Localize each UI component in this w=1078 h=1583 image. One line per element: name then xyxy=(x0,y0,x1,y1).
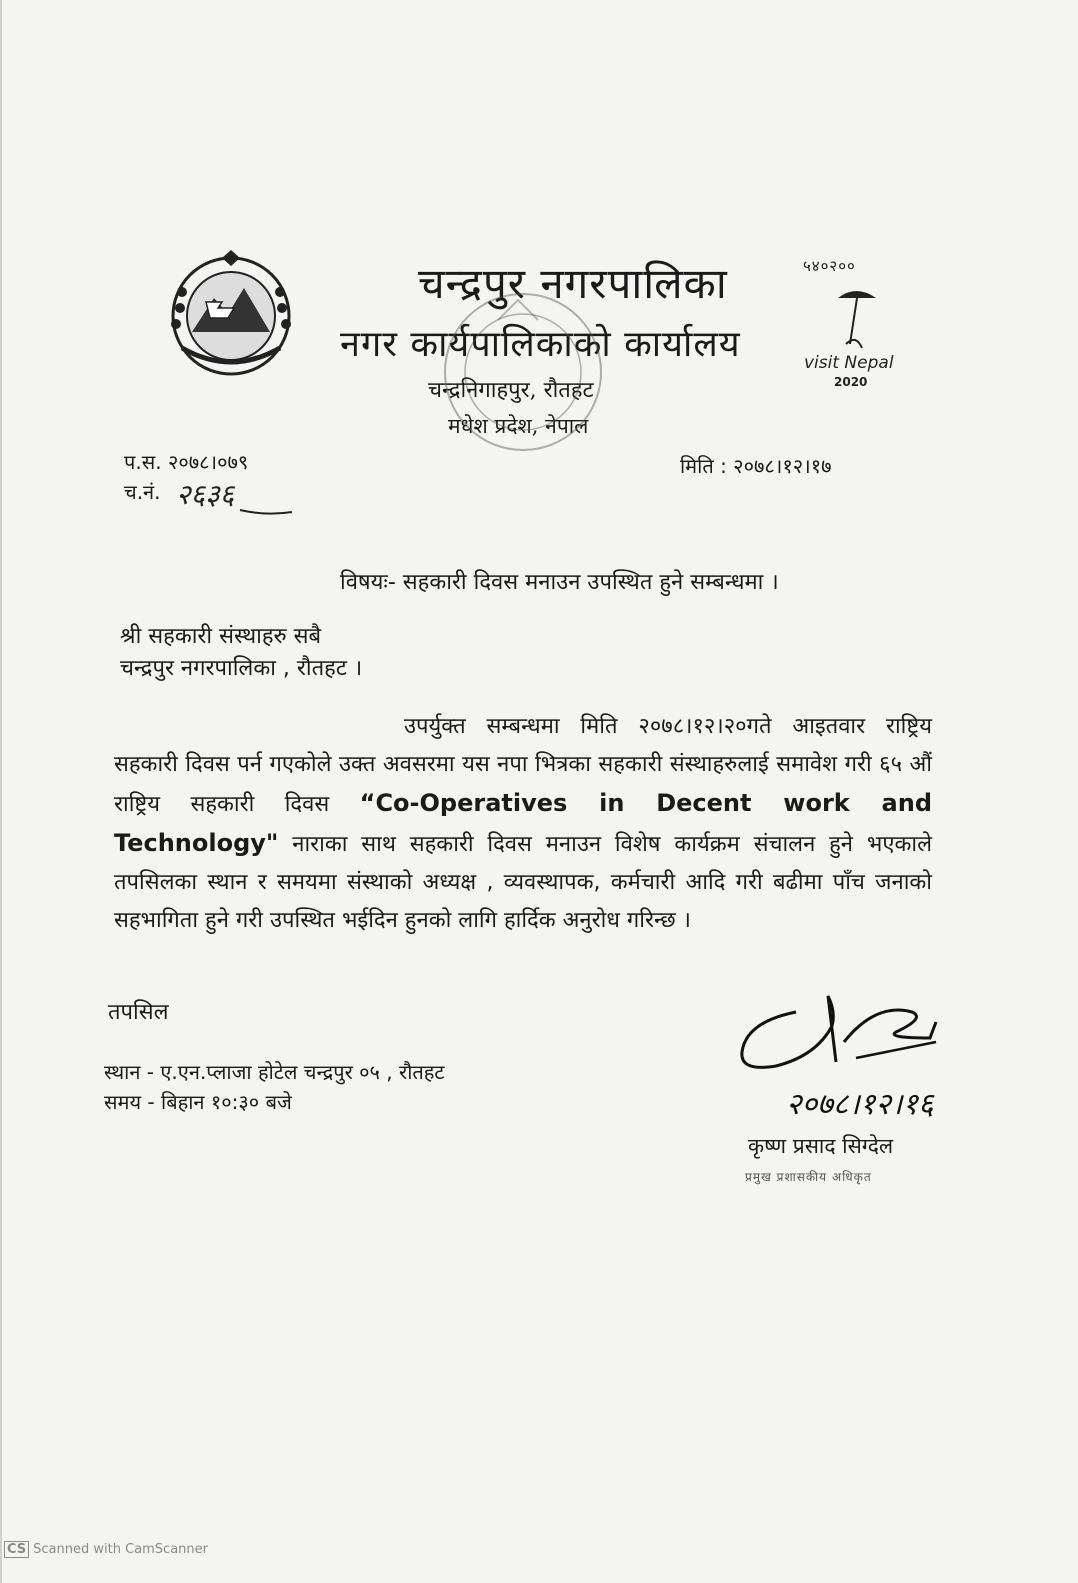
letter-date: मिति : २०७८।१२।१७ xyxy=(680,454,832,478)
nepal-emblem-icon xyxy=(162,248,300,380)
visit-nepal-year: 2020 xyxy=(834,375,868,389)
addressee-line1: श्री सहकारी संस्थाहरु सबै xyxy=(120,624,322,649)
scan-edge xyxy=(0,0,2,1583)
body-part2: नाराका साथ सहकारी दिवस मनाउन विशेष कार्यक्रम संचालन हुने भएकाले तपसिलका स्थान र समयमा संस्थाको अध्यक्ष , व्यवस्थापक, कर्मचारी आदि गरी बढीमा पाँच जनाको सहभागिता हुने गरी उपस्थित भईदिन हुनको लागि हार्दिक अनुरोध गरिन्छ । xyxy=(114,832,932,933)
signer-title: प्रमुख प्रशासकीय अधिकृत xyxy=(745,1170,872,1184)
letter-body xyxy=(114,708,932,940)
details-heading: तपसिल xyxy=(108,1000,169,1025)
letterhead-office: नगर कार्यपालिकाको कार्यालय xyxy=(340,324,741,365)
handwritten-signature xyxy=(736,982,1036,1122)
scanner-footer-text: Scanned with CamScanner xyxy=(33,1542,208,1557)
signer-name: कृष्ण प्रसाद सिग्देल xyxy=(748,1134,894,1158)
signature-date: २०७८।१२।१६ xyxy=(786,1087,934,1122)
letterhead-address: चन्द्रनिगाहपुर, रौतहट xyxy=(428,378,594,403)
body-part1: उपर्युक्त सम्बन्धमा मिति २०७८।१२।२०गते आइतवार राष्ट्रिय सहकारी दिवस पर्न गएकोले उक्त अवसरमा यस नपा भित्रका सहकारी संस्थाहरुलाई समावेश गरी ६५ औं राष्ट्रिय सहकारी दिवस xyxy=(114,714,932,817)
addressee-line2: चन्द्रपुर नगरपालिका , रौतहट । xyxy=(120,656,363,681)
postal-code: ५४०२०० xyxy=(803,257,856,275)
visit-nepal-text: visit Nepal xyxy=(804,353,894,373)
handwritten-cn-number xyxy=(176,470,296,518)
body-slogan: “Co-Operatives in Decent work and Technology" xyxy=(114,789,933,857)
letterhead-municipality: चन्द्रपुर नगरपालिका xyxy=(418,259,728,308)
official-stamp xyxy=(428,280,618,460)
details-place: स्थान - ए.एन.प्लाजा होटेल चन्द्रपुर ०५ , रौतहट xyxy=(104,1060,445,1084)
reference-ps: प.स. २०७८।०७९ xyxy=(124,450,249,474)
letter-subject: विषयः- सहकारी दिवस मनाउन उपस्थित हुने सम्बन्धमा । xyxy=(340,570,779,595)
letterhead-province: मधेश प्रदेश, नेपाल xyxy=(448,414,589,438)
svg-text:२६३६: २६३६ xyxy=(176,478,235,511)
scanner-footer xyxy=(4,1541,208,1558)
details-time: समय - बिहान १०:३० बजे xyxy=(104,1090,292,1114)
camscanner-icon: CS xyxy=(4,1541,29,1558)
visit-nepal-logo xyxy=(800,282,930,392)
reference-cn-label: च.नं. xyxy=(124,480,161,504)
